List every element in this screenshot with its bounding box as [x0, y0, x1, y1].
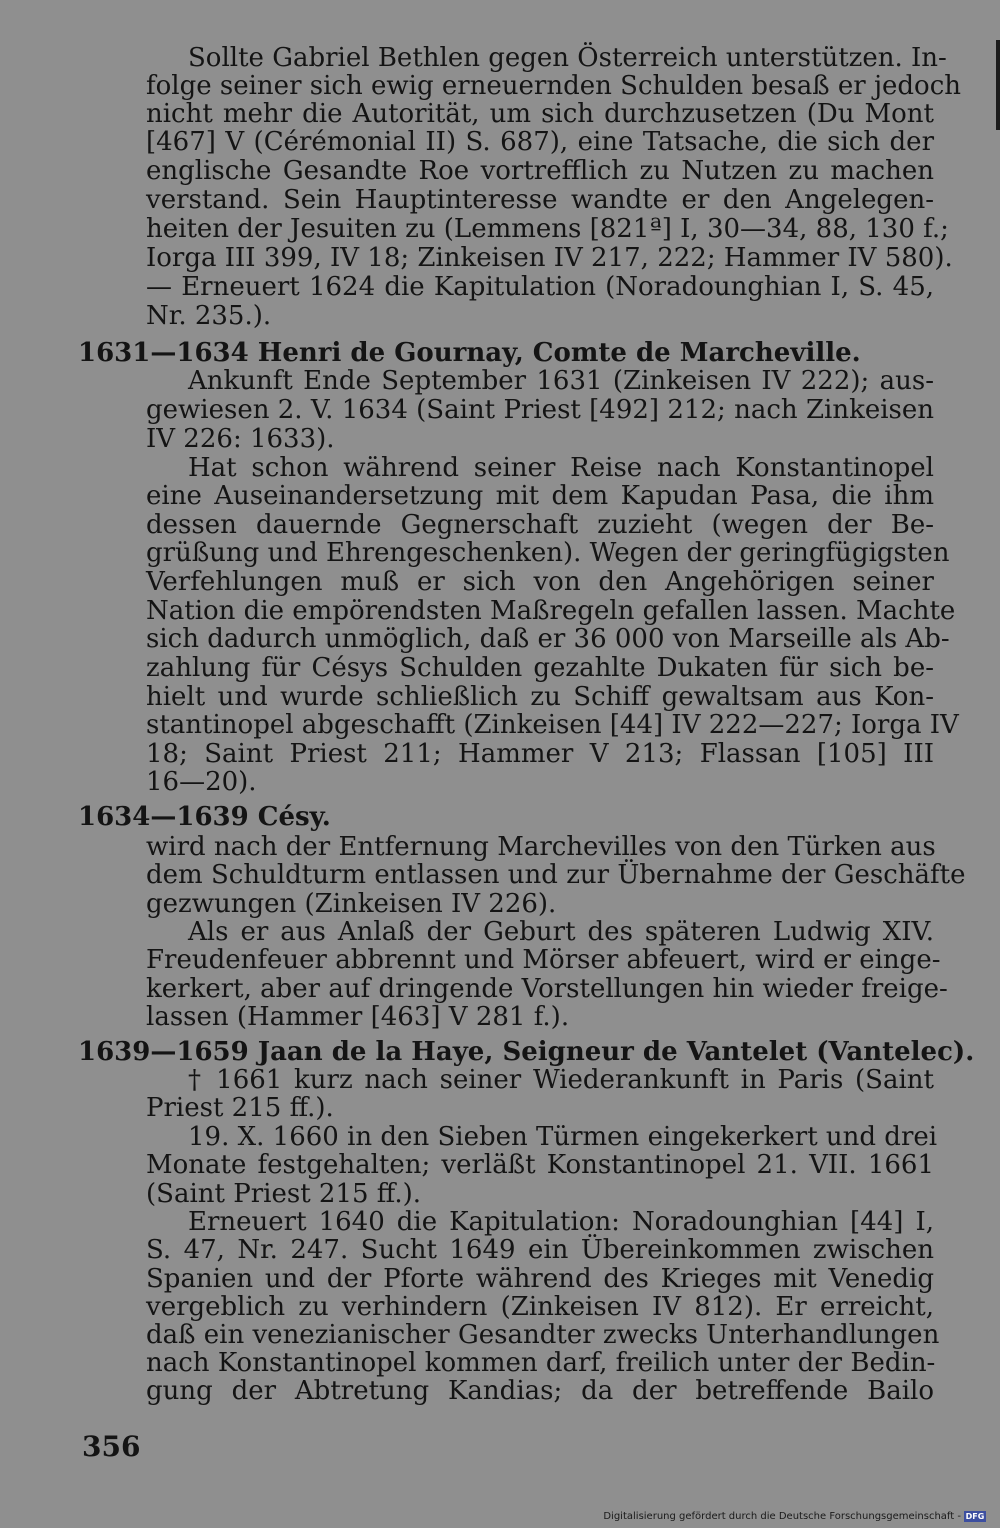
text-line: kerkert, aber auf dringende Vorstellungen hin wieder freige-: [146, 974, 948, 1004]
text-line: verstand. Sein Hauptinteresse wandte er den Angelegen-: [146, 185, 934, 215]
text-line: eine Auseinandersetzung mit dem Kapudan Pasa, die ihm: [146, 481, 934, 511]
text-line: daß ein venezianischer Gesandter zwecks Unterhandlungen: [146, 1320, 940, 1350]
digitization-footer: [603, 1511, 986, 1522]
text-line: gung der Abtretung Kandias; da der betreffende Bailo: [146, 1376, 934, 1406]
dfg-logo: DFG: [965, 1512, 985, 1521]
text-line: Sollte Gabriel Bethlen gegen Österreich unterstützen. In-: [188, 43, 947, 73]
text-line: Erneuert 1640 die Kapitulation: Noradounghian [44] I,: [188, 1207, 934, 1237]
scan-edge-mark: [996, 40, 1000, 130]
text-line: 19. X. 1660 in den Sieben Türmen eingekerkert und drei: [188, 1122, 938, 1152]
page-number: 356: [82, 1430, 141, 1463]
text-line: dessen dauernde Gegnerschaft zuzieht (wegen der Be-: [146, 510, 934, 540]
text-line: sich dadurch unmöglich, daß er 36 000 von Marseille als Ab-: [146, 624, 950, 654]
text-line: 16—20).: [146, 767, 257, 797]
text-line: Als er aus Anlaß der Geburt des späteren Ludwig XIV.: [188, 917, 934, 947]
footer-text: Digitalisierung gefördert durch die Deutsche Forschungsgemeinschaft -: [603, 1511, 961, 1522]
text-line: dem Schuldturm entlassen und zur Übernahme der Geschäfte: [146, 860, 966, 890]
text-line: nicht mehr die Autorität, um sich durchzusetzen (Du Mont: [146, 99, 934, 129]
text-line: — Erneuert 1624 die Kapitulation (Noradounghian I, S. 45,: [146, 272, 934, 302]
text-line: stantinopel abgeschafft (Zinkeisen [44] IV 222—227; Iorga IV: [146, 710, 959, 740]
text-line: wird nach der Entfernung Marchevilles von den Türken aus: [146, 832, 936, 862]
text-line: Freudenfeuer abbrennt und Mörser abfeuert, wird er einge-: [146, 945, 941, 975]
entry-heading: 1634—1639 Césy.: [78, 802, 331, 832]
text-line: Monate festgehalten; verläßt Konstantinopel 21. VII. 1661: [146, 1150, 934, 1180]
text-line: hielt und wurde schließlich zu Schiff gewaltsam aus Kon-: [146, 682, 934, 712]
entry-heading: 1631—1634 Henri de Gournay, Comte de Marcheville.: [78, 338, 861, 368]
text-line: vergeblich zu verhindern (Zinkeisen IV 812). Er erreicht,: [146, 1292, 934, 1322]
text-line: 18; Saint Priest 211; Hammer V 213; Flassan [105] III: [146, 739, 934, 769]
text-line: Nr. 235.).: [146, 301, 272, 331]
text-line: Spanien und der Pforte während des Krieges mit Venedig: [146, 1264, 934, 1294]
text-line: IV 226: 1633).: [146, 424, 335, 454]
text-line: Nation die empörendsten Maßregeln gefallen lassen. Machte: [146, 596, 956, 626]
text-line: Ankunft Ende September 1631 (Zinkeisen IV 222); aus-: [188, 366, 934, 396]
text-line: gezwungen (Zinkeisen IV 226).: [146, 889, 557, 919]
text-line: Priest 215 ff.).: [146, 1093, 334, 1123]
text-line: S. 47, Nr. 247. Sucht 1649 ein Übereinkommen zwischen: [146, 1235, 934, 1265]
text-line: zahlung für Césys Schulden gezahlte Dukaten für sich be-: [146, 653, 934, 683]
text-line: grüßung und Ehrengeschenken). Wegen der geringfügigsten: [146, 538, 950, 568]
text-line: englische Gesandte Roe vortrefflich zu Nutzen zu machen: [146, 156, 934, 186]
text-line: heiten der Jesuiten zu (Lemmens [821ª] I, 30—34, 88, 130 f.;: [146, 214, 949, 244]
text-line: lassen (Hammer [463] V 281 f.).: [146, 1002, 570, 1032]
text-line: folge seiner sich ewig erneuernden Schulden besaß er jedoch: [146, 71, 962, 101]
text-line: † 1661 kurz nach seiner Wiederankunft in Paris (Saint: [188, 1065, 934, 1095]
text-line: (Saint Priest 215 ff.).: [146, 1179, 422, 1209]
text-line: Hat schon während seiner Reise nach Konstantinopel: [188, 453, 934, 483]
text-line: Verfehlungen muß er sich von den Angehörigen seiner: [146, 567, 934, 597]
entry-heading: 1639—1659 Jaan de la Haye, Seigneur de Vantelet (Vantelec).: [78, 1037, 975, 1067]
text-line: nach Konstantinopel kommen darf, freilich unter der Bedin-: [146, 1348, 936, 1378]
text-line: [467] V (Cérémonial II) S. 687), eine Tatsache, die sich der: [146, 127, 934, 157]
text-line: Iorga III 399, IV 18; Zinkeisen IV 217, 222; Hammer IV 580).: [146, 243, 953, 273]
text-line: gewiesen 2. V. 1634 (Saint Priest [492] 212; nach Zinkeisen: [146, 395, 934, 425]
